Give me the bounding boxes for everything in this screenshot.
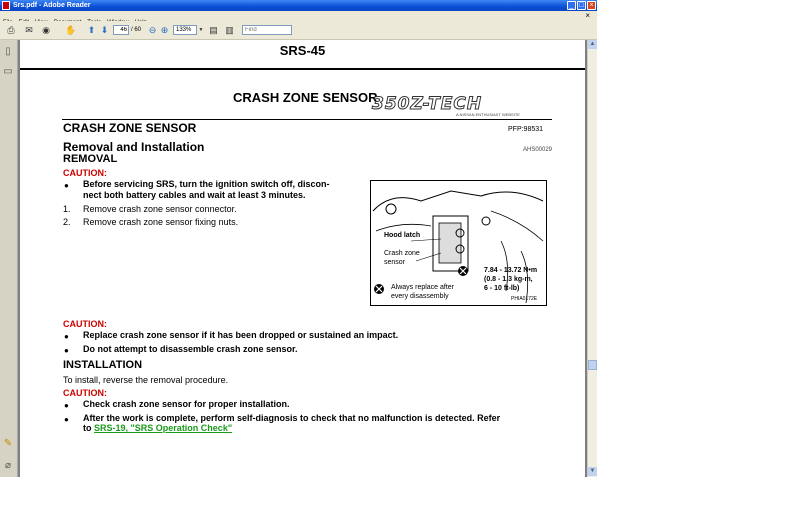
sensor-label: sensor xyxy=(384,259,406,266)
watermark-subtitle: A NISSAN ENTHUSIAST WEBSITE xyxy=(456,112,520,117)
minimize-button[interactable]: _ xyxy=(567,1,576,10)
page-number-input[interactable] xyxy=(113,25,129,35)
step-text: Remove crash zone sensor fixing nuts. xyxy=(83,217,239,227)
page-header-code: SRS-45 xyxy=(279,43,326,58)
install-text: To install, reverse the removal procedure. xyxy=(63,375,229,385)
step-number: 1. xyxy=(63,204,71,214)
scroll-down-icon[interactable]: ▼ xyxy=(589,468,596,474)
caution-label: CAUTION: xyxy=(63,168,107,178)
vertical-scrollbar[interactable] xyxy=(587,40,597,477)
comments-icon[interactable]: ✎ xyxy=(3,438,13,449)
toolbar xyxy=(0,21,597,40)
watermark-logo: 350Z-TECH xyxy=(372,94,483,114)
replace-note: Always replace after xyxy=(391,284,455,291)
step-number: 2. xyxy=(63,217,71,227)
installation-heading: INSTALLATION xyxy=(63,359,143,371)
adobe-reader-icon xyxy=(2,1,10,10)
bullet-icon: ● xyxy=(64,332,69,341)
document-close-button[interactable]: × xyxy=(585,11,590,20)
article-title: CRASH ZONE SENSOR xyxy=(63,121,197,135)
caution-text: Check crash zone sensor for proper installation. xyxy=(83,399,290,409)
hand-tool-icon[interactable]: ✋ xyxy=(65,25,77,35)
fit-width-icon[interactable]: ▥ xyxy=(225,25,234,35)
bullet-icon: ● xyxy=(64,346,69,355)
hood-latch-label: Hood latch xyxy=(384,232,421,239)
navigation-panel xyxy=(0,40,18,477)
bullet-icon: ● xyxy=(64,415,69,424)
replace-note: every disassembly xyxy=(391,293,449,300)
email-icon[interactable]: ✉ xyxy=(25,25,33,35)
maximize-button[interactable]: □ xyxy=(577,1,586,10)
zoom-level-field[interactable]: 133% xyxy=(173,25,197,35)
caution-text: After the work is complete, perform self-diagnosis to check that no malfunction is detected. Refer xyxy=(83,413,501,423)
section-title: CRASH ZONE SENSOR xyxy=(233,90,378,105)
caution-text: Replace crash zone sensor if it has been dropped or sustained an impact. xyxy=(83,330,399,340)
bullet-icon: ● xyxy=(64,401,69,410)
torque-spec: 6 - 10 ft-lb) xyxy=(484,285,520,292)
pages-icon[interactable]: ▯ xyxy=(5,46,11,57)
scroll-up-icon[interactable]: ▲ xyxy=(589,41,596,47)
document-viewport[interactable] xyxy=(18,40,587,477)
caution-text: Before servicing SRS, turn the ignition switch off, discon- xyxy=(83,179,330,189)
scroll-thumb[interactable] xyxy=(588,360,597,370)
search-document-icon[interactable]: ◉ xyxy=(42,25,50,35)
caution-to-word: to xyxy=(83,423,92,433)
crash-zone-sensor-diagram xyxy=(370,180,547,306)
previous-page-icon[interactable]: ⬆ xyxy=(87,25,96,35)
pdf-page xyxy=(20,40,585,477)
procedure-title: Removal and Installation xyxy=(63,140,205,154)
removal-heading: REMOVAL xyxy=(63,153,118,165)
torque-spec: 7.84 - 13.72 N•m xyxy=(484,267,538,274)
caution-label: CAUTION: xyxy=(63,388,107,398)
step-text: Remove crash zone sensor connector. xyxy=(83,204,237,214)
find-input[interactable] xyxy=(242,25,292,35)
zoom-in-icon[interactable]: ⊕ xyxy=(160,25,169,35)
fit-page-icon[interactable]: ▤ xyxy=(209,25,218,35)
zoom-out-icon[interactable]: ⊖ xyxy=(148,25,157,35)
page-total: / 60 xyxy=(131,27,142,33)
page-header xyxy=(20,40,585,70)
caution-text: nect both battery cables and wait at least 3 minutes. xyxy=(83,190,306,200)
menu-bar xyxy=(0,11,597,21)
bookmarks-icon[interactable]: ▭ xyxy=(3,66,13,77)
window-title: Srs.pdf - Adobe Reader xyxy=(13,2,91,9)
figure-code: PHIA0172E xyxy=(511,296,538,302)
caution-text xyxy=(83,423,232,433)
attachments-icon[interactable]: ⌀ xyxy=(4,460,12,471)
next-page-icon[interactable]: ⬇ xyxy=(100,25,109,35)
print-icon[interactable]: ⎙ xyxy=(7,25,15,35)
title-bar xyxy=(0,0,597,11)
zoom-dropdown-icon[interactable]: ▼ xyxy=(198,27,204,33)
bullet-icon: ● xyxy=(64,181,69,190)
srs-operation-check-link[interactable]: SRS-19, "SRS Operation Check" xyxy=(94,423,233,433)
section-divider xyxy=(62,119,552,120)
pfp-number: PFP:98531 xyxy=(508,126,544,133)
close-button[interactable]: × xyxy=(587,1,596,10)
reference-code: AHS00029 xyxy=(523,147,553,153)
caution-label: CAUTION: xyxy=(63,319,107,329)
caution-text: Do not attempt to disassemble crash zone sensor. xyxy=(83,344,298,354)
crash-zone-label: Crash zone xyxy=(384,250,420,257)
torque-spec: (0.8 - 1.3 kg-m, xyxy=(484,276,533,283)
